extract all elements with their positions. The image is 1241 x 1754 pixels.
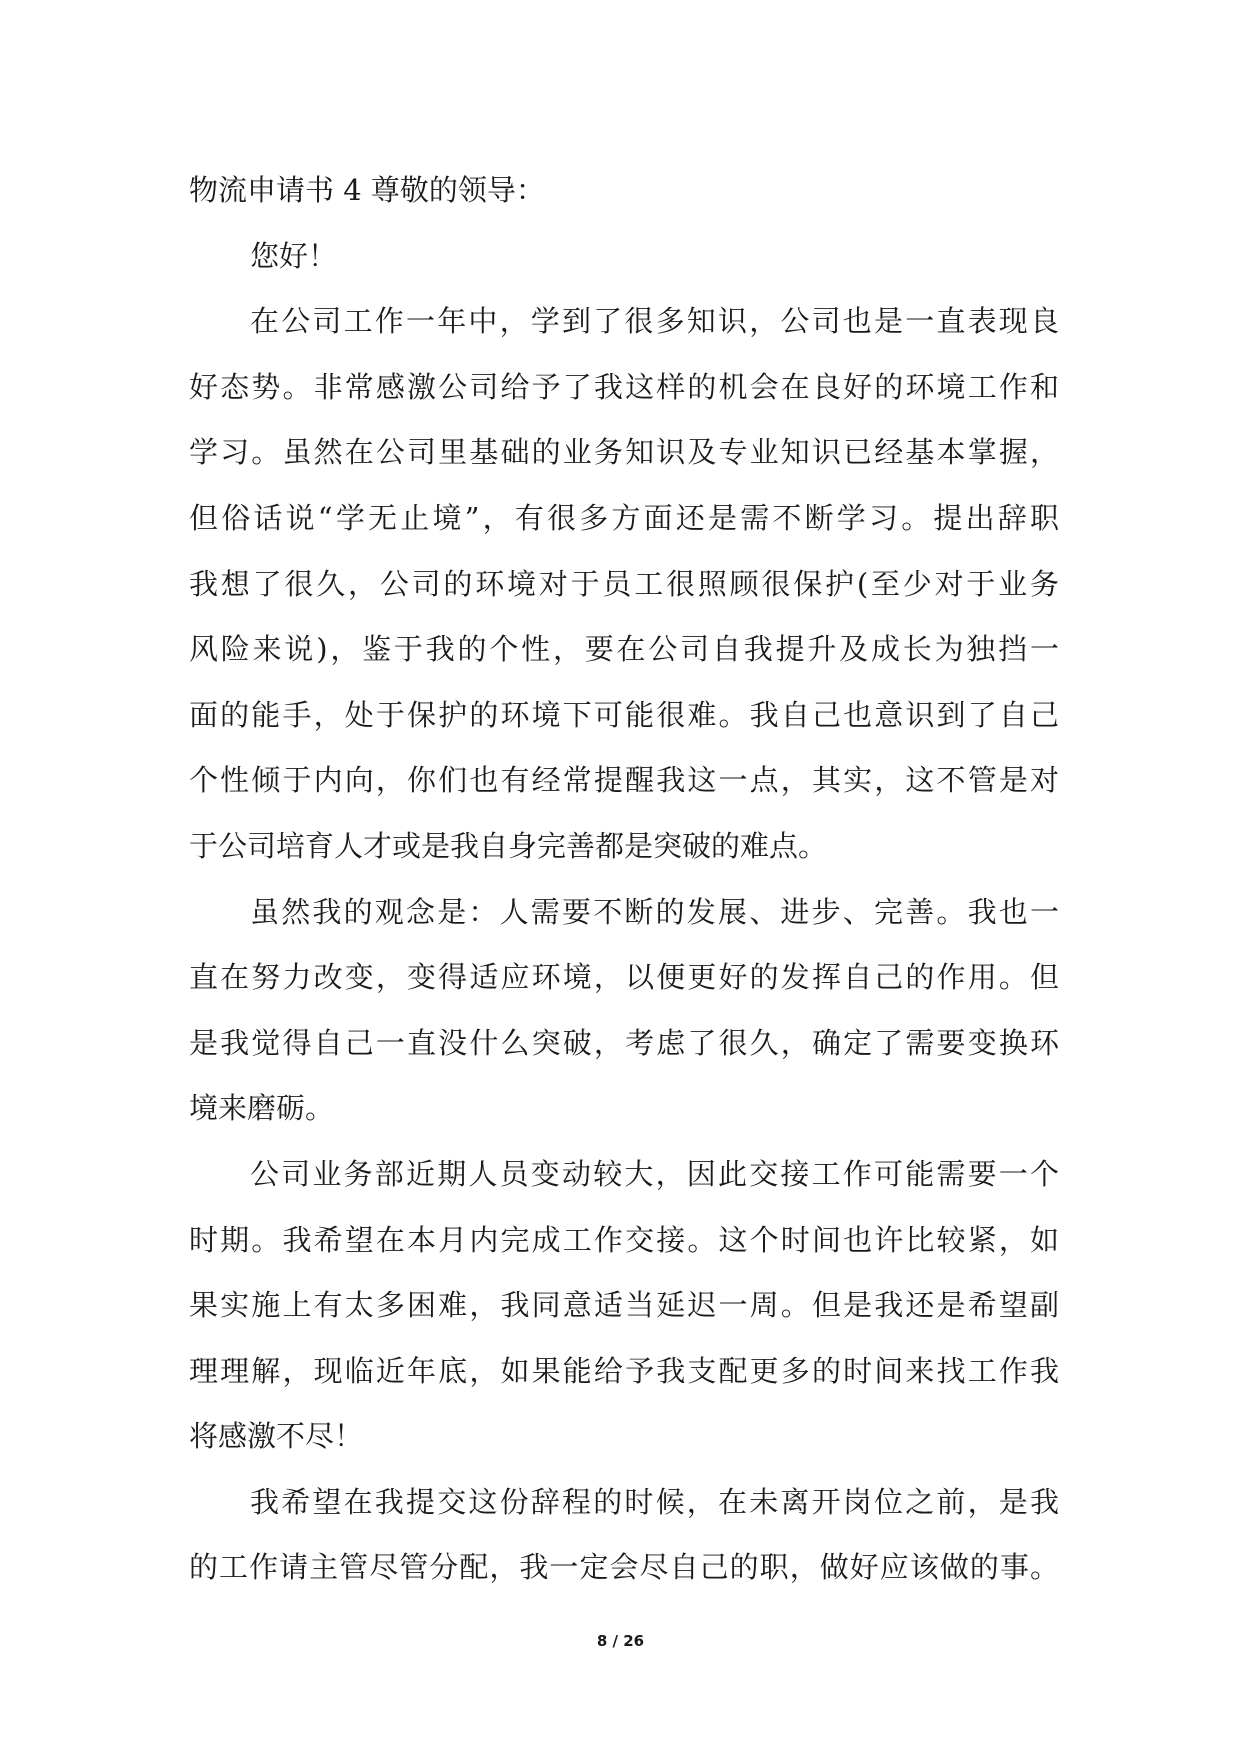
text-line: 学习。虽然在公司里基础的业务知识及专业知识已经基本掌握， bbox=[189, 435, 1059, 470]
text-line: 时期。我希望在本月内完成工作交接。这个时间也许比较紧，如 bbox=[189, 1222, 1059, 1257]
document-body bbox=[189, 158, 1059, 1601]
text-line: 是我觉得自己一直没什么突破，考虑了很久，确定了需要变换环 bbox=[189, 1025, 1059, 1060]
text-line: 的工作请主管尽管分配，我一定会尽自己的职，做好应该做的事。 bbox=[189, 1550, 1059, 1585]
text-line: 于公司培育人才或是我自身完善都是突破的难点。 bbox=[189, 828, 828, 863]
text-line: 理理解，现临近年底，如果能给予我支配更多的时间来找工作我 bbox=[189, 1353, 1059, 1388]
text-line: 面的能手，处于保护的环境下可能很难。我自己也意识到了自己 bbox=[189, 697, 1059, 732]
text-line: 个性倾于内向，你们也有经常提醒我这一点，其实，这不管是对 bbox=[189, 763, 1059, 798]
text-line: 果实施上有太多困难，我同意适当延迟一周。但是我还是希望副 bbox=[189, 1288, 1059, 1323]
text-line: 公司业务部近期人员变动较大，因此交接工作可能需要一个 bbox=[250, 1156, 1059, 1191]
text-line: 风险来说)，鉴于我的个性，要在公司自我提升及成长为独挡一 bbox=[189, 632, 1059, 667]
text-line: 虽然我的观念是：人需要不断的发展、进步、完善。我也一 bbox=[250, 894, 1059, 929]
text-line: 但俗话说“学无止境”，有很多方面还是需不断学习。提出辞职 bbox=[189, 500, 1059, 535]
text-line: 将感激不尽！ bbox=[189, 1419, 364, 1454]
text-line: 好态势。非常感激公司给予了我这样的机会在良好的环境工作和 bbox=[189, 369, 1059, 404]
text-line: 直在努力改变，变得适应环境，以便更好的发挥自己的作用。但 bbox=[189, 960, 1059, 995]
text-line: 物流申请书 4 尊敬的领导： bbox=[189, 173, 545, 207]
text-line: 境来磨砺。 bbox=[189, 1091, 335, 1126]
page-number: 8 / 26 bbox=[596, 1632, 645, 1650]
text-line: 我希望在我提交这份辞程的时候，在未离开岗位之前，是我 bbox=[250, 1484, 1059, 1519]
text-line: 您好！ bbox=[250, 238, 338, 273]
text-line: 我想了很久，公司的环境对于员工很照顾很保护(至少对于业务 bbox=[189, 566, 1059, 601]
text-line: 在公司工作一年中，学到了很多知识，公司也是一直表现良 bbox=[250, 304, 1059, 339]
